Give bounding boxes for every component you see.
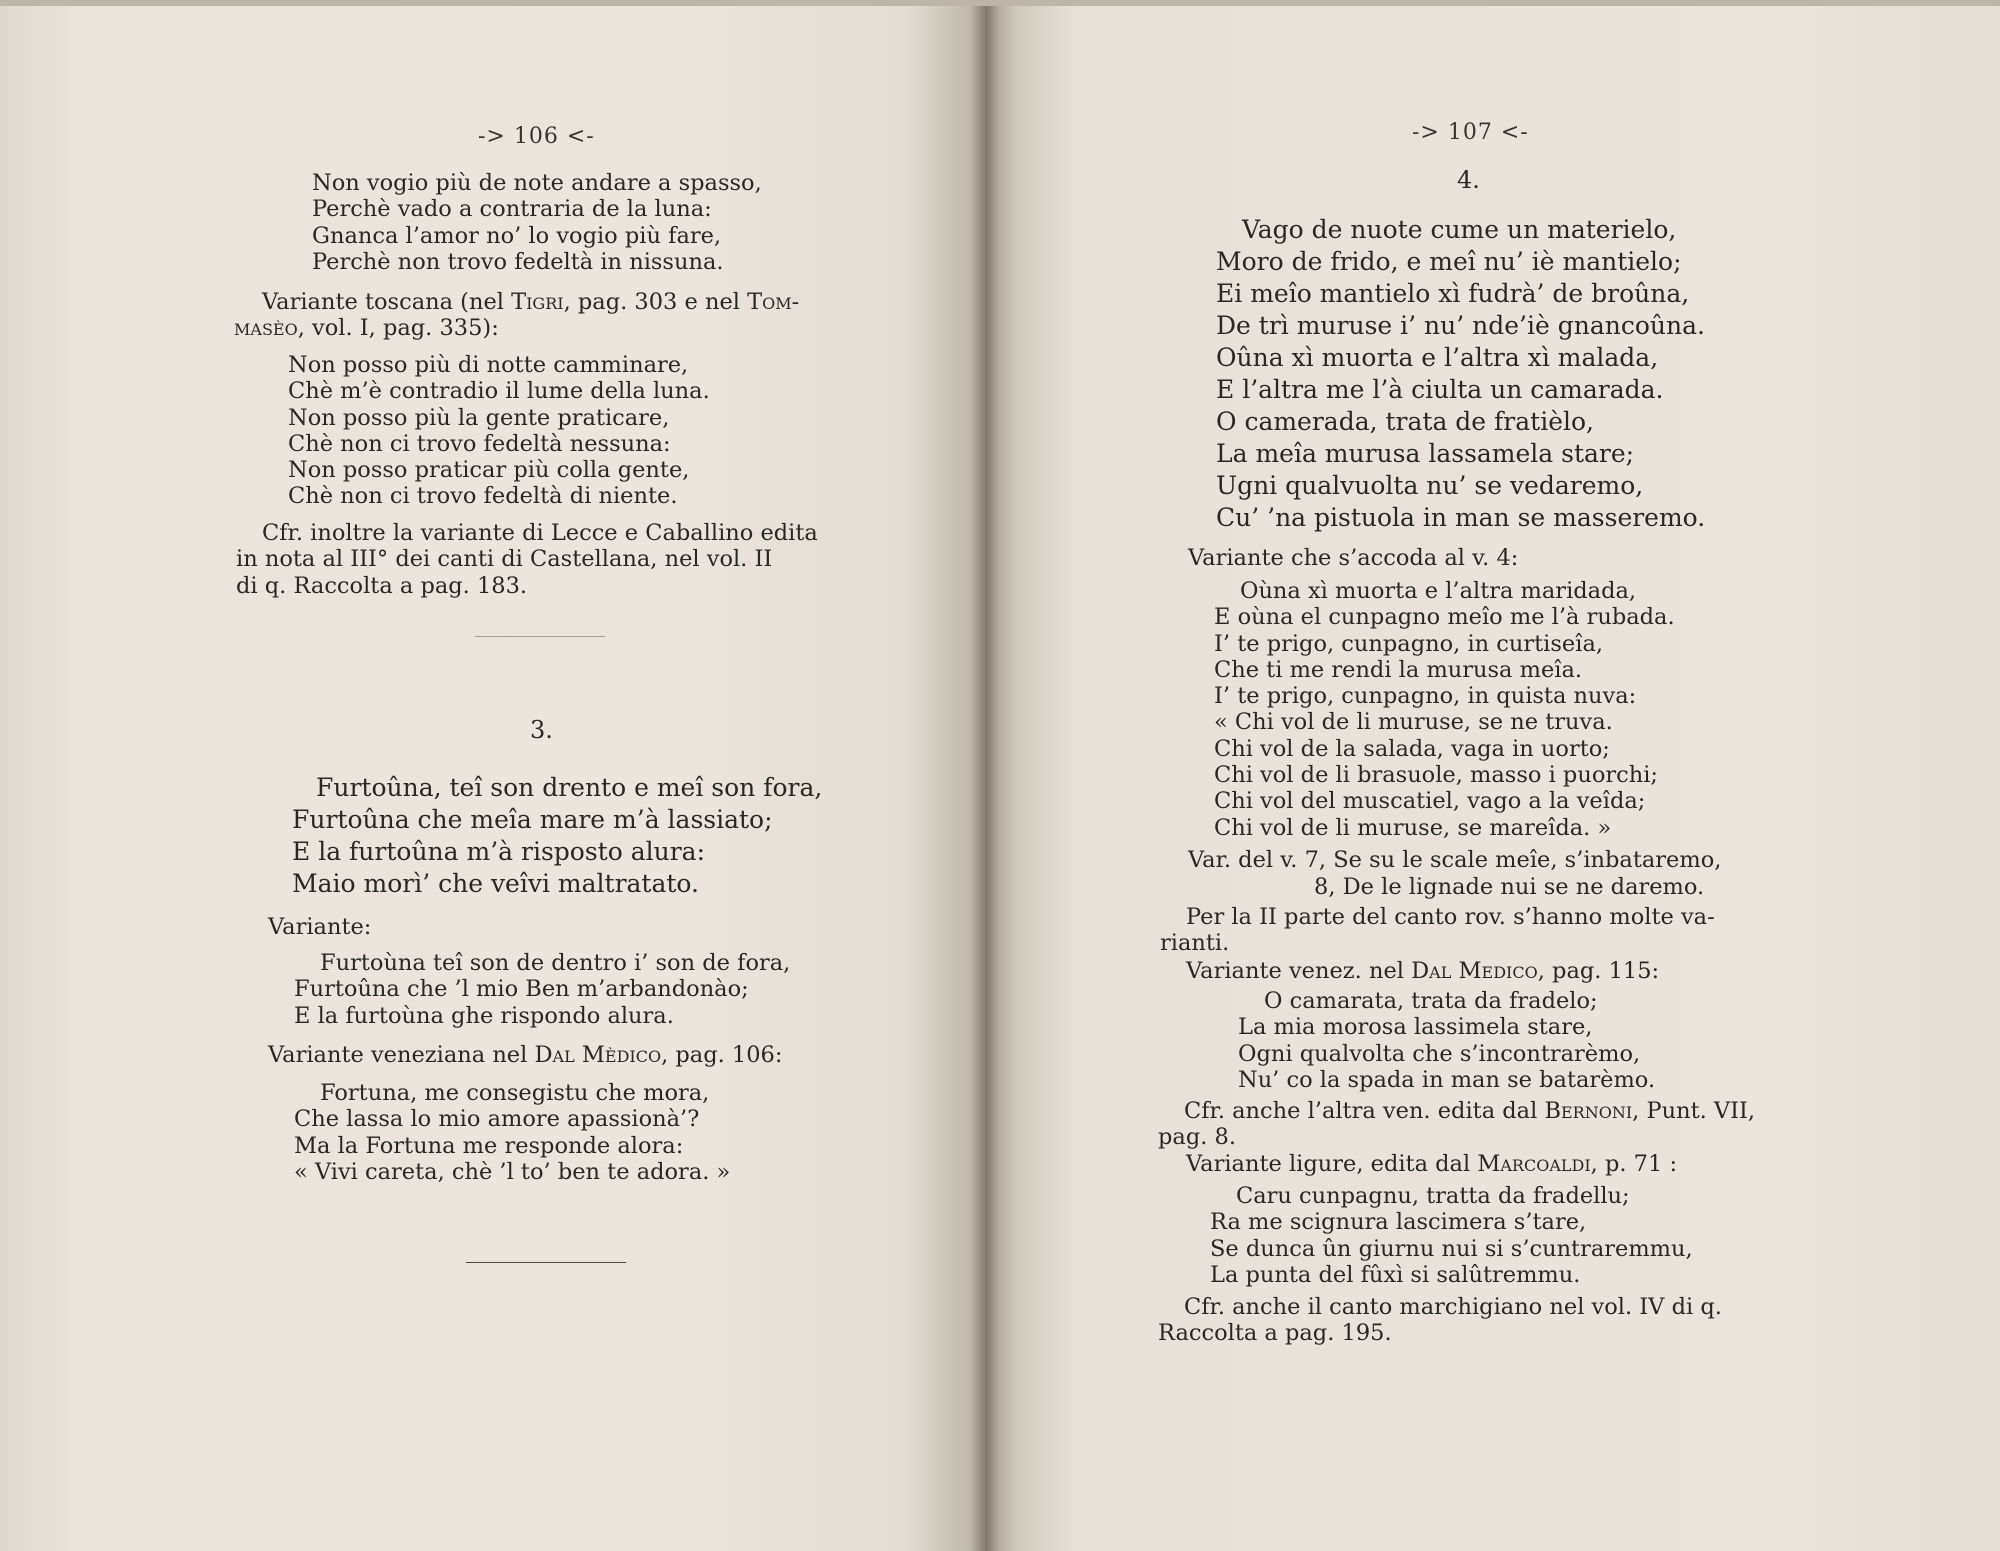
verse-line: Ra me scignura lascimera s’tare, (1210, 1209, 1587, 1236)
text-line: di q. Raccolta a pag. 183. (236, 572, 528, 599)
verse-line: Chi vol de li muruse, se mareîda. » (1214, 814, 1612, 841)
stanza-4 (294, 950, 790, 1029)
author-name: Marcoaldi (1477, 1151, 1591, 1177)
text-run: Variante venez. nel (1186, 958, 1412, 984)
verse-line: Ei meîo mantielo xì fudrà’ de broûna, (1216, 279, 1690, 308)
verse-line: O camarata, trata da fradelo; (1264, 988, 1598, 1014)
author-name: Dal Mèdico (534, 1042, 662, 1068)
variante-ligure-heading (1186, 1151, 1677, 1177)
section-number-3: 3. (530, 716, 553, 744)
verse-line: Gnanca l’amor no’ lo vogio più fare, (312, 222, 722, 249)
verse-line: Ogni qualvolta che s’incontrarèmo, (1238, 1040, 1641, 1067)
cfr-marchigiano-paragraph (1158, 1294, 1722, 1347)
text-line: Cfr. anche il canto marchigiano nel vol. IV di q. (1184, 1294, 1722, 1320)
verse-line: Ugni qualvuolta nu’ se vedaremo, (1216, 471, 1644, 500)
text-line: Raccolta a pag. 195. (1158, 1320, 1392, 1347)
verse-line: Che lassa lo mio amore apassionà’? (294, 1106, 700, 1133)
text-line: pag. 8. (1158, 1124, 1236, 1151)
author-name: masèo (234, 315, 298, 342)
text-line (1184, 1098, 1755, 1124)
verse-line: Cu’ ’na pistuola in man se masseremo. (1216, 503, 1706, 532)
verse-line: De trì muruse i’ nu’ nde’iè gnancoûna. (1216, 311, 1705, 340)
verse-line: Non posso più la gente praticare, (288, 404, 670, 431)
verse-line: La meîa murusa lassamela stare; (1216, 439, 1635, 468)
cfr-paragraph (236, 520, 818, 599)
page-number-left: -> 106 <- (478, 124, 595, 149)
stanza-2-right (1214, 578, 1675, 841)
verse-line: O camerada, trata de fratièlo, (1216, 407, 1594, 436)
verse-line: Chi vol de la salada, vaga in uorto; (1214, 735, 1610, 762)
stanza-1-right (1216, 214, 1705, 534)
stanza-5 (294, 1080, 730, 1185)
verse-line: Perchè vado a contraria de la luna: (312, 196, 712, 223)
per-la-ii-paragraph (1160, 904, 1715, 957)
text-run: Variante veneziana nel (268, 1042, 535, 1068)
verse-line: Chè non ci trovo fedeltà nessuna: (288, 430, 671, 457)
verse-line: Moro de frido, e meî nu’ iè mantielo; (1216, 247, 1682, 276)
variante-accoda-heading: Variante che s’accoda al v. 4: (1188, 545, 1519, 571)
author-name: Dal Medico (1411, 958, 1538, 984)
text-line (234, 315, 799, 341)
verse-line: Fortuna, me consegistu che mora, (320, 1080, 710, 1106)
verse-line: Oûna xì muorta e l’altra xì malada, (1216, 343, 1659, 372)
verse-line: Chi vol de li brasuole, masso i puorchi; (1214, 762, 1659, 789)
verse-line: Vago de nuote cume un materielo, (1242, 215, 1677, 244)
text-run: Cfr. anche l’altra ven. edita dal (1184, 1098, 1545, 1124)
variante-venez-heading (1186, 958, 1659, 984)
stanza-1 (312, 170, 762, 275)
verse-line: « Vivi careta, chè ’l to’ ben te adora. » (294, 1158, 731, 1185)
text-run: , pag. 115: (1537, 958, 1660, 984)
verse-line: Che ti me rendi la murusa meîa. (1214, 656, 1583, 683)
verse-line: E l’altra me l’à ciulta un camarada. (1216, 375, 1664, 404)
book-gutter (970, 0, 998, 1551)
verse-line: Furtoùna teî son de dentro i’ son de fora, (320, 950, 791, 976)
text-line: in nota al III° dei canti di Castellana, nel vol. II (236, 546, 773, 573)
closing-divider (466, 1262, 626, 1263)
verse-line: Non posso più di notte camminare, (288, 352, 689, 378)
text-line: Cfr. inoltre la variante di Lecce e Caballino edita (262, 520, 818, 546)
variante-toscana-heading (234, 289, 800, 342)
verse-line: Caru cunpagnu, tratta da fradellu; (1236, 1183, 1630, 1209)
verse-line: Furtoûna che ’l mio Ben m’arbandonào; (294, 976, 749, 1003)
verse-line: Maio morì’ che veîvi maltratato. (292, 869, 699, 898)
text-run: Variante toscana (nel (262, 289, 512, 315)
author-name: Bernoni (1544, 1098, 1633, 1124)
text-run: , vol. I, pag. 335): (297, 315, 499, 342)
verse-line: E la furtoùna ghe rispondo alura. (294, 1002, 674, 1029)
verse-line: Chè m’è contradio il lume della luna. (288, 378, 710, 405)
verse-line: « Chi vol de li muruse, se ne truva. (1214, 709, 1613, 736)
stanza-4-right (1210, 1183, 1693, 1288)
verse-line: Non posso praticar più colla gente, (288, 457, 690, 484)
text-run: , Punt. VII, (1632, 1098, 1756, 1124)
text-line (262, 289, 799, 315)
author-name: Tom- (747, 289, 800, 315)
verse-line: Se dunca ûn giurnu nui si s’cuntraremmu, (1210, 1235, 1693, 1262)
verse-line: E la furtoûna m’à risposto alura: (292, 837, 705, 866)
verse-line: Furtoûna che meîa mare m’à lassiato; (292, 805, 773, 834)
verse-line: E oùna el cunpagno meîo me l’à rubada. (1214, 604, 1675, 631)
verse-line: I’ te prigo, cunpagno, in curtiseîa, (1214, 630, 1604, 657)
var-v8-line: 8, De le lignade nui se ne daremo. (1314, 874, 1705, 900)
verse-line: Non vogio più de note andare a spasso, (312, 170, 762, 196)
page-number-right: -> 107 <- (1412, 120, 1529, 145)
verse-line: Chi vol del muscatiel, vago a la veîda; (1214, 788, 1646, 815)
verse-line: I’ te prigo, cunpagno, in quista nuva: (1214, 683, 1637, 710)
stanza-3 (292, 772, 822, 900)
variante-label: Variante: (268, 914, 372, 940)
verse-line: Oùna xì muorta e l’altra maridada, (1240, 578, 1637, 604)
text-line: rianti. (1160, 930, 1230, 957)
section-divider (475, 636, 605, 637)
verse-line: Nu’ co la spada in man se batarèmo. (1238, 1066, 1656, 1093)
text-run: , p. 71 : (1590, 1151, 1678, 1177)
top-edge (0, 0, 2000, 6)
cfr-anche-paragraph (1158, 1098, 1755, 1151)
stanza-3-right (1238, 988, 1655, 1093)
text-line: Per la II parte del canto rov. s’hanno molte va- (1186, 904, 1715, 930)
verse-line: La punta del fûxì si salûtremmu. (1210, 1261, 1581, 1288)
verse-line: Furtoûna, teî son drento e meî son fora, (316, 773, 823, 802)
verse-line: Ma la Fortuna me responde alora: (294, 1132, 684, 1159)
author-name: Tigri (511, 289, 564, 315)
var-v7-line: Var. del v. 7, Se su le scale meîe, s’inbataremo, (1188, 847, 1722, 873)
text-run: , pag. 106: (661, 1042, 783, 1068)
verse-line: Chè non ci trovo fedeltà di niente. (288, 483, 678, 510)
verse-line: Perchè non trovo fedeltà in nissuna. (312, 248, 724, 275)
verse-line: La mia morosa lassimela stare, (1238, 1014, 1593, 1041)
text-run: , pag. 303 e nel (563, 289, 748, 315)
section-number-4: 4. (1457, 166, 1480, 194)
variante-veneziana-heading (268, 1042, 782, 1068)
text-run: Variante ligure, edita dal (1186, 1151, 1478, 1177)
stanza-2 (288, 352, 710, 510)
